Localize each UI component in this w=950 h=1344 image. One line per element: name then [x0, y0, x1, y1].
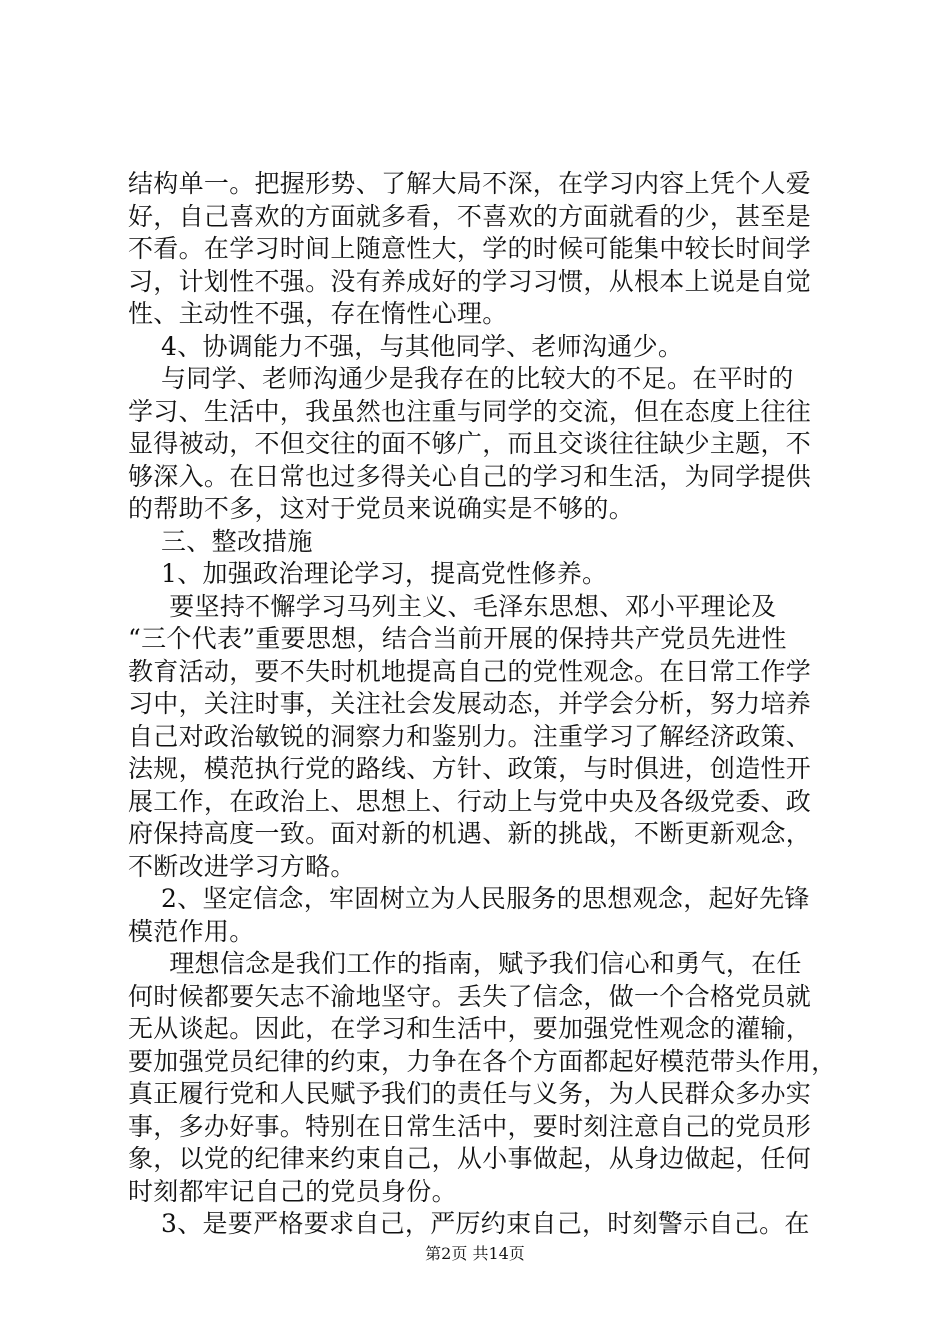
text-line: 不看。在学习时间上随意性大，学的时候可能集中较长时间学 — [128, 234, 812, 263]
text-line: 事，多办好事。特别在日常生活中，要时刻注意自己的党员形 — [128, 1111, 812, 1141]
text-line: 府保持高度一致。面对新的机遇、新的挑战，不断更新观念， — [128, 819, 812, 848]
text-line: 无从谈起。因此，在学习和生活中，要加强党性观念的灌输， — [128, 1014, 812, 1043]
text-line: 3、是要严格要求自己，严厉约束自己，时刻警示自己。在 — [128, 1209, 810, 1238]
section-heading: 三、整改措施 — [128, 526, 313, 556]
text-line: “三个代表”重要思想，结合当前开展的保持共产党员先进性 — [128, 624, 787, 653]
text-line: 够深入。在日常也过多得关心自己的学习和生活，为同学提供 — [128, 461, 812, 491]
text-line: 好，自己喜欢的方面就多看，不喜欢的方面就看的少，甚至是 — [128, 201, 812, 231]
text-line: 不断改进学习方略。 — [128, 851, 356, 881]
text-line: 显得被动，不但交往的面不够广，而且交谈往往缺少主题，不 — [128, 429, 812, 458]
text-line: 要加强党员纪律的约束，力争在各个方面都起好模范带头作用， — [128, 1046, 837, 1076]
text-line: 与同学、老师沟通少是我存在的比较大的不足。在平时的 — [128, 364, 794, 393]
text-line: 模范作用。 — [128, 916, 255, 946]
text-line: 1、加强政治理论学习，提高党性修养。 — [128, 559, 608, 588]
page-number-footer: 第2页 共14页 — [425, 1244, 525, 1263]
text-line: 真正履行党和人民赋予我们的责任与义务，为人民群众多办实 — [128, 1079, 812, 1108]
document-body — [128, 168, 837, 1241]
text-line: 2、坚定信念，牢固树立为人民服务的思想观念，起好先锋 — [128, 884, 810, 913]
text-line: 自己对政治敏锐的洞察力和鉴别力。注重学习了解经济政策、 — [128, 721, 812, 751]
text-line: 学习、生活中，我虽然也注重与同学的交流，但在态度上往往 — [128, 396, 812, 426]
text-line: 习，计划性不强。没有养成好的学习习惯，从根本上说是自觉 — [128, 266, 812, 296]
text-line: 要坚持不懈学习马列主义、毛泽东思想、邓小平理论及 — [128, 591, 777, 621]
text-line: 的帮助不多，这对于党员来说确实是不够的。 — [128, 494, 635, 523]
text-line: 习中，关注时事，关注社会发展动态，并学会分析，努力培养 — [128, 689, 812, 718]
text-line: 象，以党的纪律来约束自己，从小事做起，从身边做起，任何 — [128, 1144, 812, 1173]
text-line: 理想信念是我们工作的指南，赋予我们信心和勇气，在任 — [128, 949, 802, 978]
text-line: 结构单一。把握形势、了解大局不深，在学习内容上凭个人爱 — [128, 169, 812, 198]
text-line: 展工作，在政治上、思想上、行动上与党中央及各级党委、政 — [128, 786, 812, 816]
text-line: 时刻都牢记自己的党员身份。 — [128, 1176, 457, 1206]
text-line: 性、主动性不强，存在惰性心理。 — [128, 299, 508, 328]
text-line: 何时候都要矢志不渝地坚守。丢失了信念，做一个合格党员就 — [128, 981, 812, 1011]
text-line: 教育活动，要不失时机地提高自己的党性观念。在日常工作学 — [128, 656, 812, 686]
text-line: 法规，模范执行党的路线、方针、政策，与时俱进，创造性开 — [128, 754, 812, 783]
text-line: 4、协调能力不强，与其他同学、老师沟通少。 — [128, 331, 684, 361]
